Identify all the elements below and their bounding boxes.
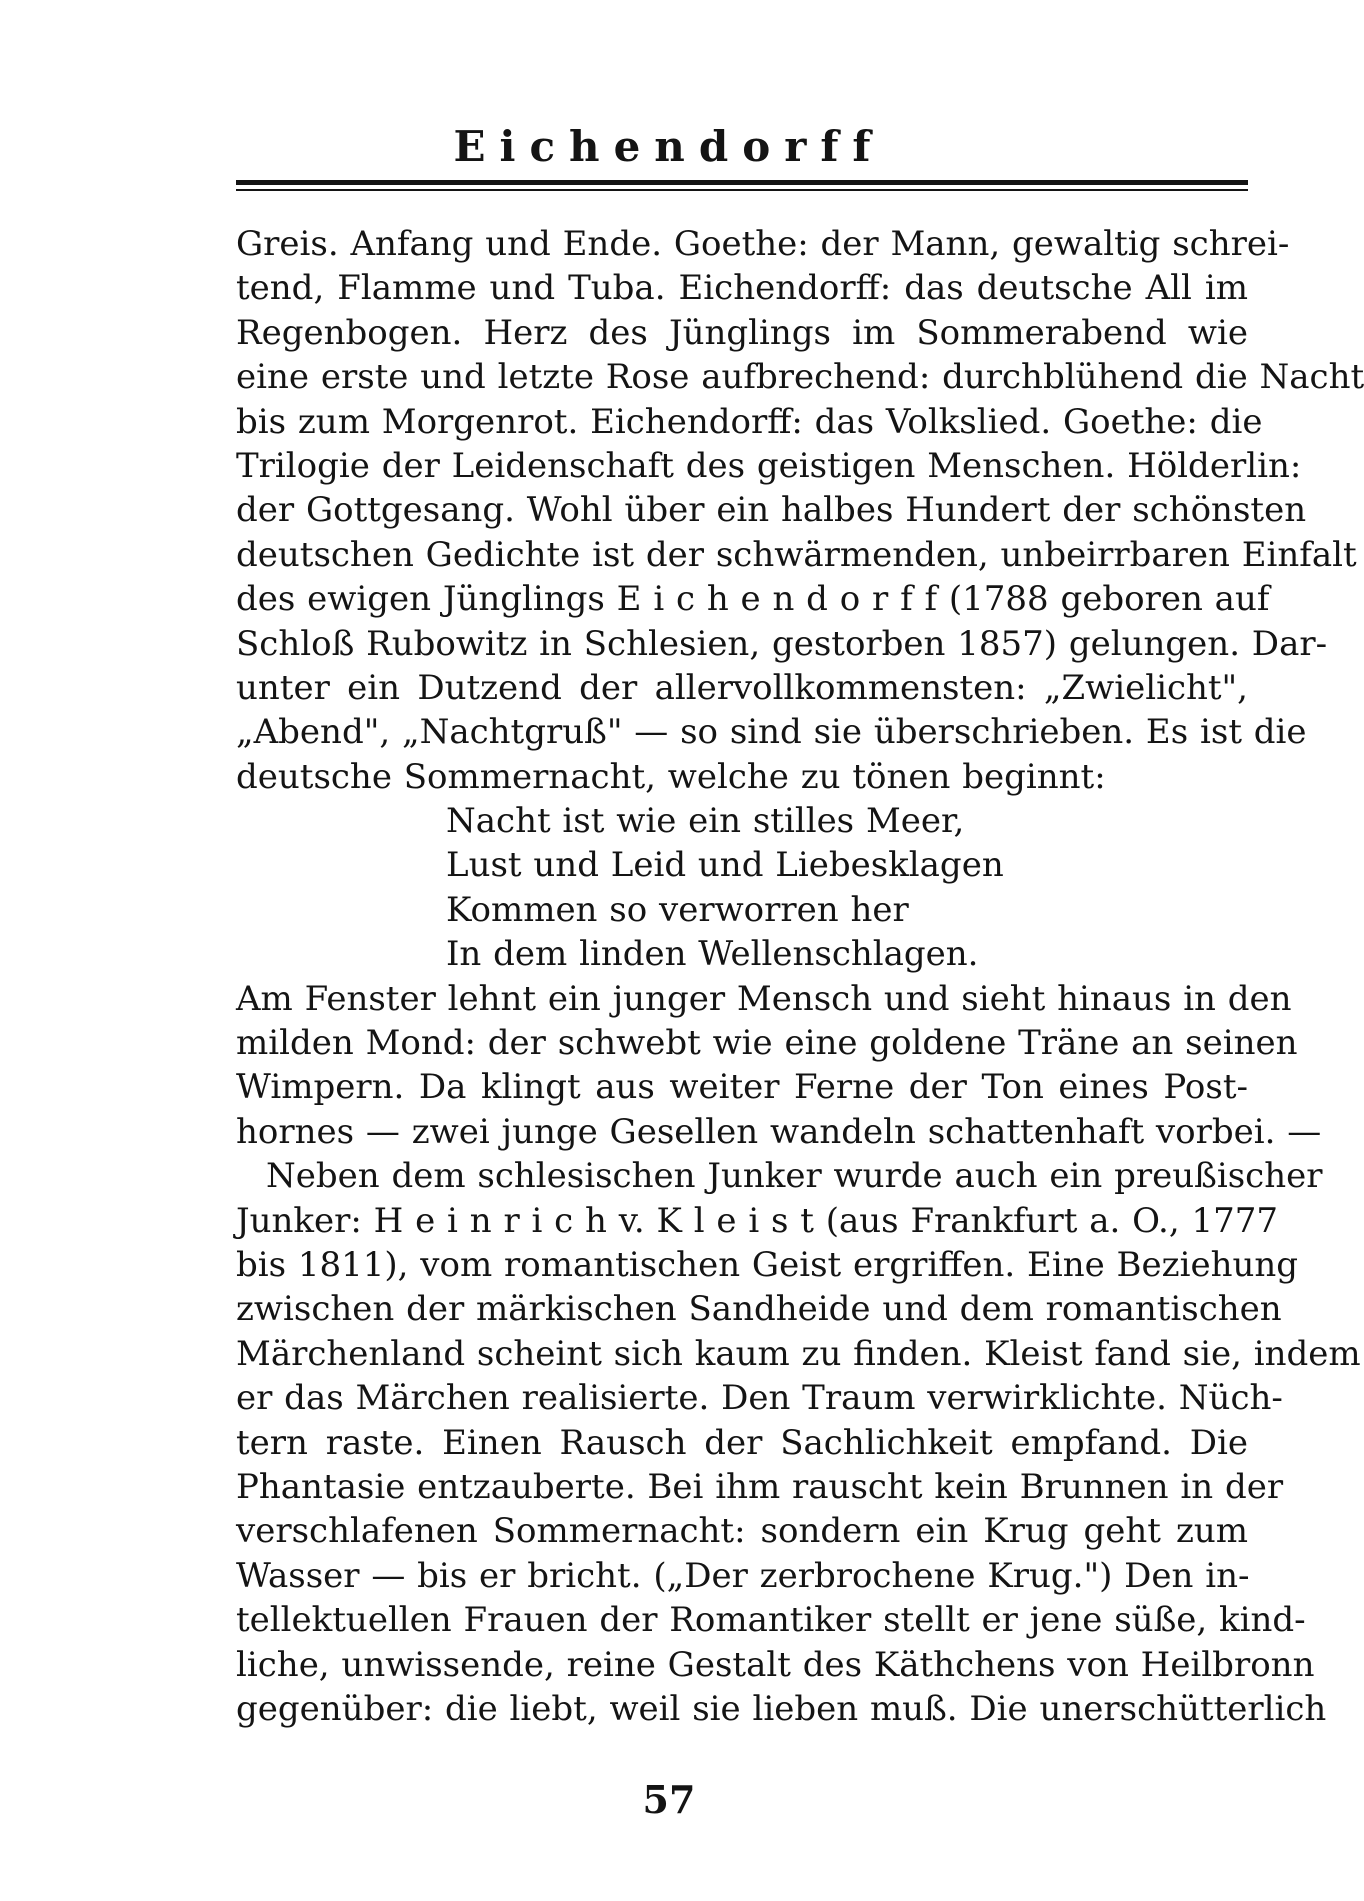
text-line: liche, unwissende, reine Gestalt des Käthchens von Heilbronn xyxy=(236,1644,1315,1685)
text-line: Schloß Rubowitz in Schlesien, gestorben 1857) gelungen. Dar- xyxy=(236,623,1328,664)
text-line: gegenüber: die liebt, weil sie lieben muß. Die unerschütterlich xyxy=(236,1688,1327,1729)
text-line: tern raste. Einen Rausch der Sachlichkeit empfand. Die xyxy=(236,1422,1248,1463)
text-line: Märchenland scheint sich kaum zu finden. Kleist fand sie, indem xyxy=(236,1333,1361,1374)
text-line: Phantasie entzauberte. Bei ihm rauscht kein Brunnen in der xyxy=(236,1466,1284,1507)
text-line: unter ein Dutzend der allervollkommensten: „Zwielicht", xyxy=(236,667,1248,708)
header-rule-thin xyxy=(236,189,1248,191)
body-text xyxy=(236,222,1364,1731)
text-line: deutschen Gedichte ist der schwärmenden, unbeirrbaren Einfalt xyxy=(236,534,1357,575)
text-line: Trilogie der Leidenschaft des geistigen Menschen. Hölderlin: xyxy=(236,445,1302,486)
text-line: Neben dem schlesischen Junker wurde auch ein preußischer xyxy=(266,1156,1323,1197)
text-line: des ewigen Jünglings E i c h e n d o r f f (1788 geboren auf xyxy=(236,579,1270,620)
text-line: eine erste und letzte Rose aufbrechend: durchblühend die Nacht xyxy=(236,357,1364,398)
text-line: Greis. Anfang und Ende. Goethe: der Mann, gewaltig schrei- xyxy=(236,224,1290,264)
text-line: bis zum Morgenrot. Eichendorff: das Volkslied. Goethe: die xyxy=(236,401,1263,442)
page-number: 57 xyxy=(642,1777,696,1822)
text-line: deutsche Sommernacht, welche zu tönen beginnt: xyxy=(236,756,1106,797)
text-line: zwischen der märkischen Sandheide und dem romantischen xyxy=(236,1289,1282,1330)
text-line: tend, Flamme und Tuba. Eichendorff: das deutsche All im xyxy=(236,268,1248,309)
header-rule-thick xyxy=(236,180,1248,185)
running-head-title: Eichendorff xyxy=(453,122,885,171)
text-line: Wimpern. Da klingt aus weiter Ferne der Ton eines Post- xyxy=(236,1067,1248,1108)
text-line: der Gottgesang. Wohl über ein halbes Hundert der schönsten xyxy=(236,490,1307,531)
verse-line: Nacht ist wie ein stilles Meer, xyxy=(446,801,965,842)
text-line: er das Märchen realisierte. Den Traum verwirklichte. Nüch- xyxy=(236,1378,1283,1419)
text-line: Wasser — bis er bricht. („Der zerbrochene Krug.") Den in- xyxy=(236,1555,1250,1596)
text-line: milden Mond: der schwebt wie eine goldene Träne an seinen xyxy=(236,1023,1298,1064)
text-line: Regenbogen. Herz des Jünglings im Sommerabend wie xyxy=(236,312,1248,353)
verse-line: In dem linden Wellenschlagen. xyxy=(446,934,979,975)
text-line: verschlafenen Sommernacht: sondern ein Krug geht zum xyxy=(236,1511,1248,1552)
text-line: bis 1811), vom romantischen Geist ergriffen. Eine Beziehung xyxy=(236,1244,1299,1285)
text-line: tellektuellen Frauen der Romantiker stellt er jene süße, kind- xyxy=(236,1600,1306,1641)
verse-line: Kommen so verworren her xyxy=(446,889,909,930)
text-line: Junker: H e i n r i c h v. K l e i s t (aus Frankfurt a. O., 1777 xyxy=(236,1200,1278,1241)
text-line: „Abend", „Nachtgruß" — so sind sie überschrieben. Es ist die xyxy=(236,712,1307,753)
text-line: hornes — zwei junge Gesellen wandeln schattenhaft vorbei. — xyxy=(236,1111,1322,1152)
verse-line: Lust und Leid und Liebesklagen xyxy=(446,845,1004,886)
text-line: Am Fenster lehnt ein junger Mensch und sieht hinaus in den xyxy=(236,978,1292,1019)
